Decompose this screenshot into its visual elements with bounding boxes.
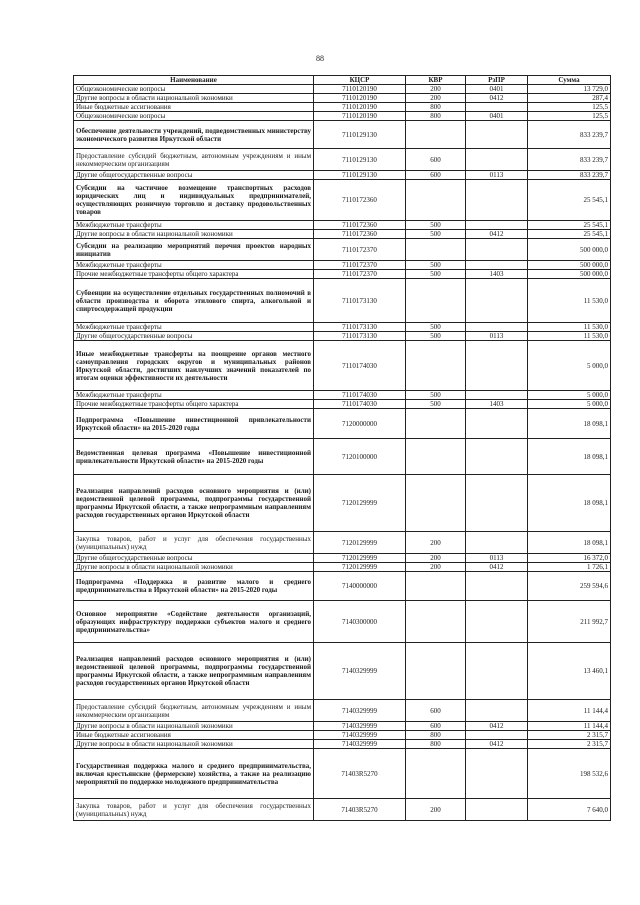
row-name: Обеспечение деятельности учреждений, подведомственных министерству экономического развития Иркутской области bbox=[74, 121, 314, 149]
row-rzpr: 0412 bbox=[466, 230, 528, 239]
row-name: Реализация направлений расходов основного мероприятия и (или) ведомственной целевой программы, подпрограммы государственной программы Иркутской области, а также непрограммным направлениям расходов государственных органов Иркутской области bbox=[74, 475, 314, 532]
row-name: Другие вопросы в области национальной экономики bbox=[74, 230, 314, 239]
table-row bbox=[74, 221, 611, 230]
row-kvr bbox=[406, 475, 466, 532]
row-name: Субвенции на осуществление отдельных государственных полномочий в области производства и оборота этилового спирта, алкогольной и спиртосодержащей продукции bbox=[74, 279, 314, 323]
row-sum: 5 000,0 bbox=[528, 391, 611, 400]
row-kcsr: 7110174030 bbox=[314, 341, 406, 391]
row-sum: 7 640,0 bbox=[528, 799, 611, 821]
row-kcsr: 7110174030 bbox=[314, 400, 406, 409]
row-kvr: 600 bbox=[406, 149, 466, 171]
header-rzpr: РзПР bbox=[466, 76, 528, 85]
table-row bbox=[74, 532, 611, 554]
table-row bbox=[74, 103, 611, 112]
row-kvr: 500 bbox=[406, 323, 466, 332]
row-kvr: 500 bbox=[406, 261, 466, 270]
row-kcsr: 7110173130 bbox=[314, 323, 406, 332]
table-row bbox=[74, 121, 611, 149]
row-kcsr: 7110173130 bbox=[314, 332, 406, 341]
table-row bbox=[74, 112, 611, 121]
row-kvr: 200 bbox=[406, 554, 466, 563]
row-kvr: 500 bbox=[406, 400, 466, 409]
row-sum: 18 098,1 bbox=[528, 532, 611, 554]
row-sum: 259 594,6 bbox=[528, 572, 611, 601]
table-row bbox=[74, 700, 611, 722]
row-name: Другие вопросы в области национальной экономики bbox=[74, 722, 314, 731]
table-row bbox=[74, 332, 611, 341]
row-sum: 18 098,1 bbox=[528, 439, 611, 475]
row-kvr: 800 bbox=[406, 731, 466, 740]
page-number: 88 bbox=[316, 54, 324, 63]
row-kvr: 500 bbox=[406, 391, 466, 400]
row-sum: 5 000,0 bbox=[528, 341, 611, 391]
row-name: Межбюджетные трансферты bbox=[74, 391, 314, 400]
row-name: Другие вопросы в области национальной экономики bbox=[74, 563, 314, 572]
row-kcsr: 71403R5270 bbox=[314, 749, 406, 799]
row-sum: 11 530,0 bbox=[528, 323, 611, 332]
row-kvr bbox=[406, 601, 466, 643]
row-kvr: 200 bbox=[406, 563, 466, 572]
row-rzpr bbox=[466, 149, 528, 171]
row-sum: 500 000,0 bbox=[528, 270, 611, 279]
row-kcsr: 7110129130 bbox=[314, 149, 406, 171]
row-name: Другие общегосударственные вопросы bbox=[74, 332, 314, 341]
row-kvr bbox=[406, 239, 466, 261]
row-name: Межбюджетные трансферты bbox=[74, 261, 314, 270]
row-name: Подпрограмма «Поддержка и развитие малого и среднего предпринимательства в Иркутской области» на 2015-2020 годы bbox=[74, 572, 314, 601]
row-kcsr: 7140000000 bbox=[314, 572, 406, 601]
table-row bbox=[74, 601, 611, 643]
row-rzpr bbox=[466, 261, 528, 270]
row-rzpr: 0113 bbox=[466, 554, 528, 563]
row-name: Прочие межбюджетные трансферты общего характера bbox=[74, 270, 314, 279]
row-rzpr bbox=[466, 279, 528, 323]
row-kcsr: 7110129130 bbox=[314, 121, 406, 149]
row-kvr: 800 bbox=[406, 112, 466, 121]
row-rzpr: 0401 bbox=[466, 85, 528, 94]
row-name: Другие общегосударственные вопросы bbox=[74, 554, 314, 563]
row-kcsr: 7110172360 bbox=[314, 230, 406, 239]
table-row bbox=[74, 279, 611, 323]
row-rzpr: 0412 bbox=[466, 722, 528, 731]
row-kcsr: 7110129130 bbox=[314, 171, 406, 180]
row-kcsr: 7110120190 bbox=[314, 85, 406, 94]
row-sum: 25 545,1 bbox=[528, 221, 611, 230]
table-row bbox=[74, 149, 611, 171]
table-row bbox=[74, 409, 611, 439]
row-sum: 1 726,1 bbox=[528, 563, 611, 572]
row-kcsr: 7110120190 bbox=[314, 103, 406, 112]
row-kvr bbox=[406, 121, 466, 149]
row-kcsr: 7140329999 bbox=[314, 700, 406, 722]
row-sum: 500 000,0 bbox=[528, 239, 611, 261]
row-rzpr: 0113 bbox=[466, 332, 528, 341]
row-rzpr: 0401 bbox=[466, 112, 528, 121]
row-sum: 25 545,1 bbox=[528, 230, 611, 239]
table-row bbox=[74, 749, 611, 799]
row-kcsr: 7140329999 bbox=[314, 740, 406, 749]
row-name: Другие общегосударственные вопросы bbox=[74, 171, 314, 180]
row-sum: 11 530,0 bbox=[528, 279, 611, 323]
row-kvr: 500 bbox=[406, 230, 466, 239]
row-kcsr: 7120129999 bbox=[314, 563, 406, 572]
row-name: Основное мероприятие «Содействие деятельности организаций, образующих инфраструктуру поддержки субъектов малого и среднего предпринимательства» bbox=[74, 601, 314, 643]
row-kvr: 200 bbox=[406, 532, 466, 554]
row-name: Закупка товаров, работ и услуг для обеспечения государственных (муниципальных) нужд bbox=[74, 532, 314, 554]
table-row bbox=[74, 731, 611, 740]
row-sum: 198 532,6 bbox=[528, 749, 611, 799]
row-kcsr: 7110172360 bbox=[314, 180, 406, 221]
row-name: Закупка товаров, работ и услуг для обеспечения государственных (муниципальных) нужд bbox=[74, 799, 314, 821]
row-kcsr: 7110172360 bbox=[314, 221, 406, 230]
row-name: Межбюджетные трансферты bbox=[74, 323, 314, 332]
header-name: Наименование bbox=[74, 76, 314, 85]
row-kvr: 500 bbox=[406, 221, 466, 230]
row-rzpr: 0412 bbox=[466, 740, 528, 749]
row-name: Общеэкономические вопросы bbox=[74, 112, 314, 121]
row-kvr: 200 bbox=[406, 85, 466, 94]
row-sum: 11 144,4 bbox=[528, 722, 611, 731]
row-kvr bbox=[406, 341, 466, 391]
table-row bbox=[74, 799, 611, 821]
row-rzpr bbox=[466, 799, 528, 821]
row-kvr bbox=[406, 409, 466, 439]
table-row bbox=[74, 439, 611, 475]
row-rzpr: 0412 bbox=[466, 563, 528, 572]
row-kvr bbox=[406, 279, 466, 323]
row-rzpr bbox=[466, 601, 528, 643]
row-kvr: 500 bbox=[406, 332, 466, 341]
row-name: Межбюджетные трансферты bbox=[74, 221, 314, 230]
row-rzpr bbox=[466, 121, 528, 149]
table-row bbox=[74, 572, 611, 601]
table-header-row bbox=[74, 76, 611, 85]
row-sum: 833 239,7 bbox=[528, 149, 611, 171]
row-sum: 211 992,7 bbox=[528, 601, 611, 643]
row-rzpr bbox=[466, 409, 528, 439]
header-kcsr: КЦСР bbox=[314, 76, 406, 85]
row-rzpr bbox=[466, 643, 528, 700]
row-sum: 25 545,1 bbox=[528, 180, 611, 221]
row-sum: 125,5 bbox=[528, 103, 611, 112]
row-name: Субсидии на частичное возмещение транспортных расходов юридических лиц и индивидуальных предпринимателей, осуществляющих розничную торговлю и доставку продовольственных товаров bbox=[74, 180, 314, 221]
table-row bbox=[74, 85, 611, 94]
row-kcsr: 7120129999 bbox=[314, 475, 406, 532]
row-sum: 2 315,7 bbox=[528, 731, 611, 740]
row-rzpr bbox=[466, 439, 528, 475]
row-rzpr: 0412 bbox=[466, 94, 528, 103]
header-kvr: КВР bbox=[406, 76, 466, 85]
row-kvr: 200 bbox=[406, 799, 466, 821]
row-name: Подпрограмма «Повышение инвестиционной привлекательности Иркутской области» на 2015-2020 годы bbox=[74, 409, 314, 439]
row-sum: 833 239,7 bbox=[528, 121, 611, 149]
row-name: Иные бюджетные ассигнования bbox=[74, 103, 314, 112]
row-kcsr: 7110120190 bbox=[314, 94, 406, 103]
row-sum: 500 000,0 bbox=[528, 261, 611, 270]
row-sum: 2 315,7 bbox=[528, 740, 611, 749]
table-row bbox=[74, 554, 611, 563]
row-rzpr bbox=[466, 532, 528, 554]
row-sum: 833 239,7 bbox=[528, 171, 611, 180]
row-name: Общеэкономические вопросы bbox=[74, 85, 314, 94]
row-sum: 18 098,1 bbox=[528, 475, 611, 532]
row-rzpr bbox=[466, 391, 528, 400]
row-rzpr bbox=[466, 180, 528, 221]
row-kvr bbox=[406, 180, 466, 221]
row-kcsr: 7110120190 bbox=[314, 112, 406, 121]
row-name: Предоставление субсидий бюджетным, автономным учреждениям и иным некоммерческим организациям bbox=[74, 700, 314, 722]
row-kvr bbox=[406, 439, 466, 475]
row-sum: 125,5 bbox=[528, 112, 611, 121]
row-kvr: 200 bbox=[406, 94, 466, 103]
table-row bbox=[74, 270, 611, 279]
table-row bbox=[74, 171, 611, 180]
row-kcsr: 7120100000 bbox=[314, 439, 406, 475]
row-name: Прочие межбюджетные трансферты общего характера bbox=[74, 400, 314, 409]
table-row bbox=[74, 722, 611, 731]
row-kvr: 600 bbox=[406, 700, 466, 722]
table-row bbox=[74, 230, 611, 239]
row-kvr bbox=[406, 749, 466, 799]
row-name: Ведомственная целевая программа «Повышение инвестиционной привлекательности Иркутской области» на 2015-2020 годы bbox=[74, 439, 314, 475]
table-row bbox=[74, 94, 611, 103]
row-name: Иные межбюджетные трансферты на поощрение органов местного самоуправления городских округов и муниципальных районов Иркутской области, достигших наилучших значений показателей по итогам оценки эффективности их деятельности bbox=[74, 341, 314, 391]
row-rzpr bbox=[466, 221, 528, 230]
row-rzpr bbox=[466, 341, 528, 391]
row-sum: 16 372,0 bbox=[528, 554, 611, 563]
row-kcsr: 7110172370 bbox=[314, 261, 406, 270]
row-rzpr bbox=[466, 475, 528, 532]
row-kcsr: 7120129999 bbox=[314, 532, 406, 554]
row-name: Предоставление субсидий бюджетным, автономным учреждениям и иным некоммерческим организациям bbox=[74, 149, 314, 171]
row-sum: 5 000,0 bbox=[528, 400, 611, 409]
row-rzpr bbox=[466, 749, 528, 799]
table-row bbox=[74, 391, 611, 400]
row-rzpr bbox=[466, 572, 528, 601]
row-kvr: 600 bbox=[406, 171, 466, 180]
row-name: Государственная поддержка малого и среднего предпринимательства, включая крестьянские (фермерские) хозяйства, а также на реализацию мероприятий по поддержке молодежного предпринимательства bbox=[74, 749, 314, 799]
row-sum: 13 729,0 bbox=[528, 85, 611, 94]
row-name: Другие вопросы в области национальной экономики bbox=[74, 94, 314, 103]
row-kvr: 600 bbox=[406, 722, 466, 731]
row-kcsr: 7140329999 bbox=[314, 722, 406, 731]
row-rzpr bbox=[466, 103, 528, 112]
row-kvr bbox=[406, 572, 466, 601]
row-name: Реализация направлений расходов основного мероприятия и (или) ведомственной целевой программы, подпрограммы государственной программы Иркутской области, а также непрограммным направлениям расходов государственных органов Иркутской области bbox=[74, 643, 314, 700]
row-kcsr: 7140329999 bbox=[314, 731, 406, 740]
row-kvr: 800 bbox=[406, 740, 466, 749]
row-kvr: 800 bbox=[406, 103, 466, 112]
row-kvr bbox=[406, 643, 466, 700]
table-row bbox=[74, 261, 611, 270]
row-rzpr: 1403 bbox=[466, 400, 528, 409]
row-sum: 13 460,1 bbox=[528, 643, 611, 700]
table-row bbox=[74, 239, 611, 261]
row-kcsr: 71403R5270 bbox=[314, 799, 406, 821]
budget-table bbox=[73, 75, 611, 821]
table-row bbox=[74, 180, 611, 221]
row-sum: 287,4 bbox=[528, 94, 611, 103]
row-sum: 11 144,4 bbox=[528, 700, 611, 722]
row-name: Субсидии на реализацию мероприятий перечня проектов народных инициатив bbox=[74, 239, 314, 261]
row-rzpr bbox=[466, 700, 528, 722]
table-row bbox=[74, 740, 611, 749]
row-rzpr: 1403 bbox=[466, 270, 528, 279]
row-kvr: 500 bbox=[406, 270, 466, 279]
row-kcsr: 7110172370 bbox=[314, 239, 406, 261]
row-kcsr: 7110174030 bbox=[314, 391, 406, 400]
row-kcsr: 7140300000 bbox=[314, 601, 406, 643]
table-row bbox=[74, 341, 611, 391]
row-kcsr: 7110172370 bbox=[314, 270, 406, 279]
table-row bbox=[74, 563, 611, 572]
row-kcsr: 7110173130 bbox=[314, 279, 406, 323]
row-rzpr bbox=[466, 239, 528, 261]
row-kcsr: 7140329999 bbox=[314, 643, 406, 700]
table-row bbox=[74, 323, 611, 332]
table-row bbox=[74, 400, 611, 409]
row-rzpr: 0113 bbox=[466, 171, 528, 180]
row-kcsr: 7120129999 bbox=[314, 554, 406, 563]
row-sum: 18 098,1 bbox=[528, 409, 611, 439]
row-rzpr bbox=[466, 731, 528, 740]
header-sum: Сумма bbox=[528, 76, 611, 85]
table-row bbox=[74, 475, 611, 532]
row-name: Другие вопросы в области национальной экономики bbox=[74, 740, 314, 749]
row-sum: 11 530,0 bbox=[528, 332, 611, 341]
row-name: Иные бюджетные ассигнования bbox=[74, 731, 314, 740]
row-rzpr bbox=[466, 323, 528, 332]
row-kcsr: 7120000000 bbox=[314, 409, 406, 439]
table-row bbox=[74, 643, 611, 700]
